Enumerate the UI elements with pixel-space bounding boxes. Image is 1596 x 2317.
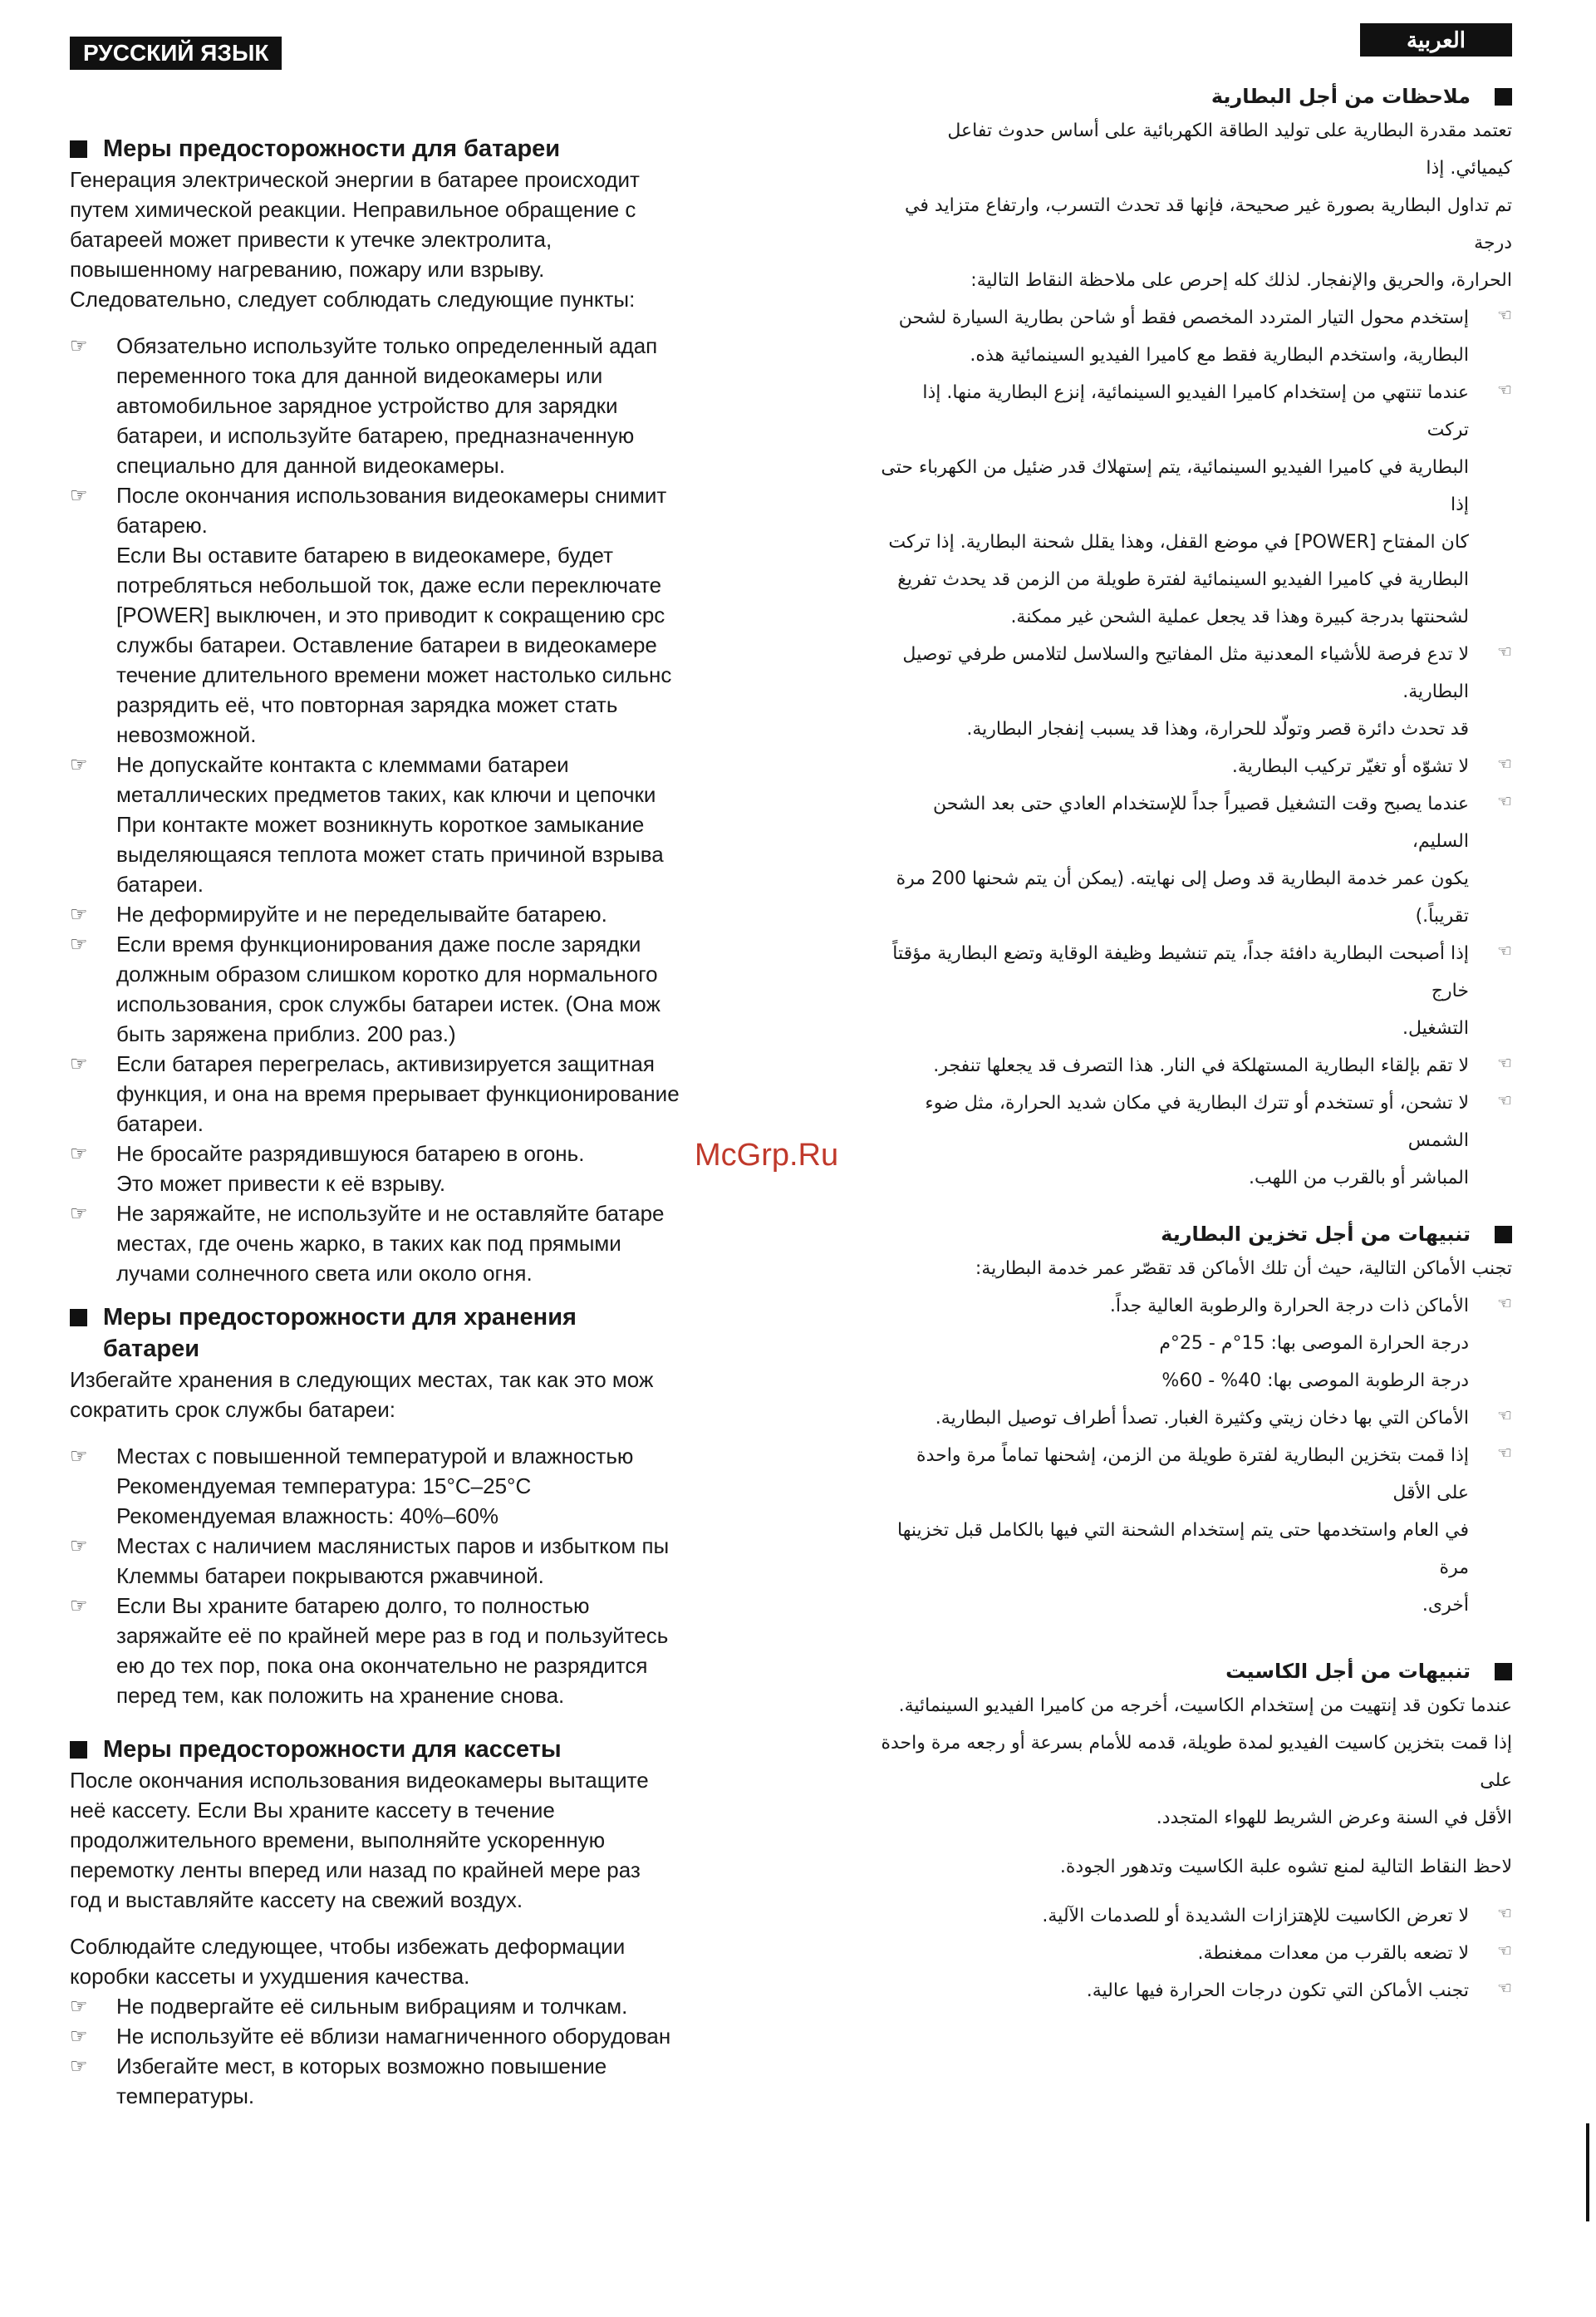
list-item: ☞ Не допускайте контакта с клеммами батареи металлических предметов таких, как ключи и цепочки При контакте может возникнуть короткое замыкание выделяющаяся теплота может стать причиной взрыва батареи.: [70, 752, 664, 897]
russian-column: [70, 37, 734, 2111]
pointing-hand-icon: ☞: [70, 485, 88, 507]
pointing-hand-icon: ☜: [1497, 1903, 1512, 1923]
list-item: ☜ لا تضعه بالقرب من معدات ممغنطة.: [1197, 1941, 1512, 1964]
pointing-hand-icon: ☞: [70, 1535, 88, 1557]
list-item: ☜ الأماكن ذات درجة الحرارة والرطوبة العالية جداً. درجة الحرارة الموصى بها: 15°م - 25°م درجة الرطوبة الموصى بها: 40% - 60%: [1109, 1293, 1512, 1391]
pointing-hand-icon: ☞: [70, 2025, 88, 2048]
storage-intro: Избегайте хранения в следующих местах, так как это мож сократить срок службы батареи:: [70, 1367, 654, 1422]
list-item: ☞ Если время функционирования даже после зарядки должным образом слишком коротко для нормального использования, срок службы батареи истек. (Она мож быть заряжена приблиз. 200 раз.): [70, 932, 660, 1046]
pointing-hand-icon: ☜: [1497, 1941, 1512, 1960]
cassette-intro: После окончания использования видеокамеры вытащите неё кассету. Если Вы храните кассету в течение продолжительного времени, выполняйте ускоренную перемотку ленты вперед или назад по крайней мере раз год и выставляйте кассету на свежий воздух.: [70, 1768, 649, 1912]
list-item: ☞ Не подвергайте её сильным вибрациям и толчкам.: [70, 1994, 628, 2019]
pointing-hand-icon: ☜: [1497, 754, 1512, 774]
black-square-icon: [1495, 1663, 1512, 1680]
pointing-hand-icon: ☞: [70, 2055, 88, 2078]
arabic-column: [881, 23, 1512, 2010]
pointing-hand-icon: ☜: [1497, 1293, 1512, 1313]
list-item: ☞ После окончания использования видеокамеры снимит батарею. Если Вы оставите батарею в видеокамере, будет потребляться небольшой ток, даже если переключате [POWER] выключен, и это приводит к сокращению срс службы батареи. Оставление батареи в видеокамере течение длительного времени может настолько сильнс разрядить её, что повторная зарядка может стать невозможной.: [70, 483, 672, 747]
battery-intro-arabic: تعتمد مقدرة البطارية على توليد الطاقة الكهربائية على أساس حدوث تفاعل كيميائي. إذا تم تداول البطارية بصورة غير صحيحة، فإنها قد تحدث التسرب، وارتفاع متزايد في درجة الحرارة، والحريق والإنفجار. لذلك كله إحرص على ملاحظة النقاط التالية:: [905, 121, 1512, 291]
list-item: ☜ لا تدع فرصة للأشياء المعدنية مثل المفاتيح والسلاسل لتلامس طرفي توصيل البطارية. قد تحدث دائرة قصر وتولّد للحرارة، وهذا قد يسبب إنفجار البطارية.: [902, 642, 1512, 740]
list-item: ☜ إذا أصبحت البطارية دافئة جداً، يتم تنشيط وظيفة الوقاية وتضع البطارية مؤقتاً خارج التشغيل.: [892, 941, 1512, 1039]
pointing-hand-icon: ☞: [70, 1053, 88, 1075]
list-item: ☞ Обязательно используйте только определенный адап переменного тока для данной видеокамеры или автомобильное зарядное устройство для зарядки батареи, и используйте батарею, предназначенную специально для данной видеокамеры.: [70, 333, 658, 478]
battery-note-list-arabic: [881, 299, 1512, 1197]
list-item: ☜ تجنب الأماكن التي تكون درجات الحرارة فيها عالية.: [1086, 1978, 1512, 2001]
pointing-hand-icon: ☞: [70, 1203, 88, 1225]
cassette-note-list-arabic: [881, 1897, 1512, 2010]
pointing-hand-icon: ☜: [1497, 305, 1512, 325]
list-item: ☞ Местах с наличием маслянистых паров и избытком пы Клеммы батареи покрываются ржавчиной.: [70, 1533, 670, 1588]
cassette-intro-2: Соблюдайте следующее, чтобы избежать деформации коробки кассеты и ухудшения качества.: [70, 1934, 626, 1989]
list-item: ☜ إستخدم محول التيار المتردد المخصص فقط أو شاحن بطارية السيارة لشحن البطارية، واستخدم البطارية فقط مع كاميرا الفيديو السينمائية هذه.: [898, 305, 1512, 366]
pointing-hand-icon: ☞: [70, 1595, 88, 1617]
language-tag-arabic: العربية: [1360, 23, 1512, 57]
pointing-hand-icon: ☞: [70, 903, 88, 926]
page-edge-mark: [1586, 2123, 1589, 2221]
list-item: ☜ الأماكن التي بها دخان زيتي وكثيرة الغبار. تصدأ أطراف توصيل البطارية.: [935, 1405, 1512, 1429]
pointing-hand-icon: ☜: [1497, 1978, 1512, 1998]
list-item: ☞ Не используйте её вблизи намагниченного оборудован: [70, 2024, 671, 2049]
pointing-hand-icon: ☞: [70, 1143, 88, 1165]
list-item: ☞ Не заряжайте, не используйте и не оставляйте батаре местах, где очень жарко, в таких как под прямыми лучами солнечного света или около огня.: [70, 1201, 665, 1286]
pointing-hand-icon: ☜: [1497, 1405, 1512, 1425]
pointing-hand-icon: ☞: [70, 1445, 88, 1468]
list-item: ☜ إذا قمت بتخزين البطارية لفترة طويلة من الزمن، إشحنها تماماً مرة واحدة على الأقل في العام واستخدمها حتى يتم إستخدام الشحنة التي فيها بالكامل قبل تخزينها مرة أخرى.: [897, 1443, 1512, 1616]
black-square-icon: [70, 140, 87, 158]
list-item: ☞ Если Вы храните батарею долго, то полностью заряжайте её по крайней мере раз в год и пользуйтесь ею до тех пор, пока она окончательно не разрядится перед тем, как положить на хранение снова.: [70, 1593, 669, 1708]
pointing-hand-icon: ☜: [1497, 791, 1512, 811]
pointing-hand-icon: ☜: [1497, 1053, 1512, 1073]
language-tag-russian: РУССКИЙ ЯЗЫК: [70, 37, 282, 70]
storage-note-list-arabic: [881, 1287, 1512, 1624]
black-square-icon: [1495, 1226, 1512, 1243]
pointing-hand-icon: ☜: [1497, 1443, 1512, 1463]
watermark: McGrp.Ru: [695, 1138, 839, 1173]
pointing-hand-icon: ☞: [70, 754, 88, 776]
black-square-icon: [70, 1309, 87, 1326]
battery-intro: Генерация электрической энергии в батарее происходит путем химической реакции. Неправильное обращение с батареей может привести к утечке электролита, повышенному нагреванию, пожару или взрыву. Следовательно, следует соблюдать следующие пункты:: [70, 167, 640, 312]
list-item: ☜ عندما تنتهي من إستخدام كاميرا الفيديو السينمائية، إنزع البطارية منها. إذا تركت البطارية في كاميرا الفيديو السينمائية، يتم إستهلاك قدر ضئيل من الكهرباء حتى إذا كان المفتاح [POWER] في موضع القفل، وهذا يقلل شحنة البطارية. إذا تركت البطارية في كاميرا الفيديو السينمائية لفترة طويلة من الزمن قد يحدث تفريغ لشحنتها بدرجة كبيرة وهذا قد يجعل عملية الشحن غير ممكنة.: [881, 380, 1512, 627]
storage-intro-arabic: تجنب الأماكن التالية، حيث أن تلك الأماكن قد تقصّر عمر خدمة البطارية:: [975, 1258, 1512, 1279]
list-item: ☞ Если батарея перегрелась, активизируется защитная функция, и она на время прерывает функционирование батареи.: [70, 1051, 680, 1136]
section-title-battery-precautions: Меры предосторожности для батареи: [70, 133, 734, 165]
black-square-icon: [1495, 88, 1512, 106]
list-item: ☞ Не деформируйте и не переделывайте батарею.: [70, 902, 607, 927]
pointing-hand-icon: ☞: [70, 1995, 88, 2018]
storage-precaution-list: [70, 1441, 734, 1710]
pointing-hand-icon: ☞: [70, 933, 88, 956]
list-item: ☞ Не бросайте разрядившуюся батарею в огонь. Это может привести к её взрыву.: [70, 1141, 585, 1196]
list-item: ☜ عندما يصبح وقت التشغيل قصيراً جداً للإستخدام العادي حتى بعد الشحن السليم، يكون عمر خدمة البطارية قد وصل إلى نهايته. (يمكن أن يتم شحنها 200 مرة تقريباً.): [896, 791, 1512, 927]
pointing-hand-icon: ☜: [1497, 941, 1512, 961]
list-item: ☜ لا تشحن، أو تستخدم أو تترك البطارية في مكان شديد الحرارة، مثل ضوء الشمس المباشر أو بالقرب من اللهب.: [925, 1090, 1512, 1188]
list-item: ☞ Местах с повышенной температурой и влажностью Рекомендуемая температура: 15°C–25°C Рекомендуемая влажность: 40%–60%: [70, 1444, 634, 1528]
list-item: ☜ لا تعرض الكاسيت للإهتزازات الشديدة أو للصدمات الآلية.: [1042, 1903, 1512, 1926]
section-title-storage-notes-arabic: تنبيهات من أجل تخزين البطارية: [881, 1218, 1512, 1250]
list-item: ☞ Избегайте мест, в которых возможно повышение температуры.: [70, 2054, 607, 2108]
pointing-hand-icon: ☜: [1497, 380, 1512, 400]
cassette-intro-arabic: عندما تكون قد إنتهيت من إستخدام الكاسيت، أخرجه من كاميرا الفيديو السينمائية. إذا قمت بتخزين كاسيت الفيديو لمدة طويلة، قدمه للأمام بسرعة أو رجعه مرة واحدة على الأقل في السنة وعرض الشريط للهواء المتجدد.: [881, 1695, 1512, 1828]
battery-precaution-list: [70, 331, 734, 1288]
section-title-cassette-notes-arabic: تنبيهات من أجل الكاسيت: [881, 1655, 1512, 1687]
pointing-hand-icon: ☜: [1497, 1090, 1512, 1110]
list-item: ☜ لا تشوّه أو تغيّر تركيب البطارية.: [1231, 754, 1512, 777]
pointing-hand-icon: ☜: [1497, 642, 1512, 662]
section-title-storage-precautions: Меры предосторожности для хранения батареи: [70, 1301, 734, 1365]
section-title-battery-notes-arabic: ملاحظات من أجل البطارية: [881, 81, 1512, 112]
cassette-intro-2-arabic: لاحظ النقاط التالية لمنع تشوه علبة الكاسيت وتدهور الجودة.: [1059, 1857, 1512, 1877]
black-square-icon: [70, 1741, 87, 1759]
cassette-precaution-list: [70, 1991, 734, 2111]
section-title-cassette-precautions: Меры предосторожности для кассеты: [70, 1734, 734, 1765]
list-item: ☜ لا تقم بإلقاء البطارية المستهلكة في النار. هذا التصرف قد يجعلها تنفجر.: [933, 1053, 1512, 1076]
pointing-hand-icon: ☞: [70, 335, 88, 357]
